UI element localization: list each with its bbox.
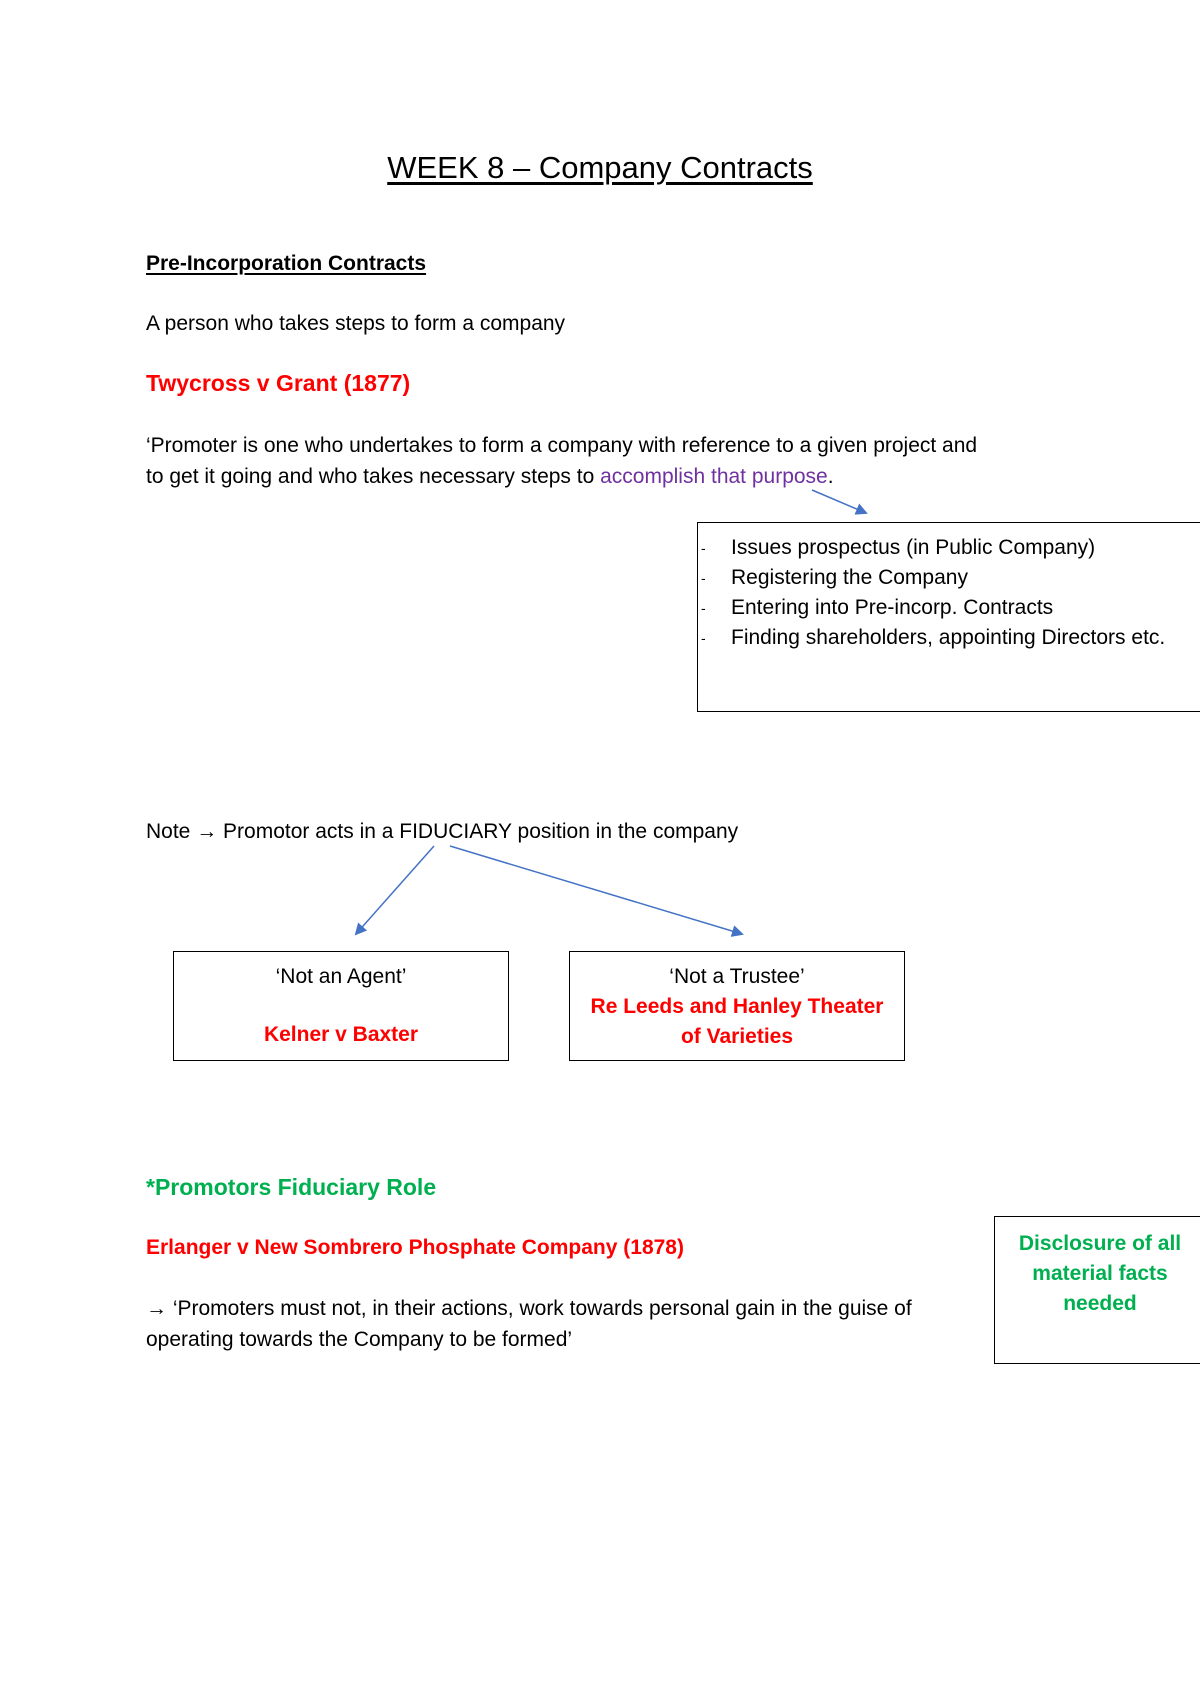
arrow-to-purpose-box [812, 490, 866, 513]
disclosure-text: Disclosure of all material facts needed [1018, 1232, 1182, 1315]
page-title: WEEK 8 – Company Contracts [387, 150, 813, 185]
case-kelner: Kelner v Baxter [263, 1023, 419, 1046]
right-arrow-icon: → [196, 820, 218, 843]
quote-line-1: ‘Promoter is one who undertakes to form a company with reference to a given project and [146, 434, 978, 457]
note-text: Promotor acts in a FIDUCIARY position in the company [217, 820, 739, 843]
not-agent-label: ‘Not an Agent’ [275, 965, 407, 988]
case-erlanger: Erlanger v New Sombrero Phosphate Company (1878) [146, 1236, 684, 1259]
case-re-leeds: Re Leeds and Hanley Theater of Varieties [590, 995, 884, 1048]
quote-highlight: accomplish that purpose [600, 465, 828, 488]
quote-line-2 [146, 461, 1106, 492]
purpose-item: - Registering the Company [731, 563, 1181, 593]
section-heading-pre-incorporation: Pre-Incorporation Contracts [146, 252, 427, 275]
not-agent-box [173, 951, 509, 1061]
quote-line-2-suffix: . [827, 465, 834, 488]
promoter-quote [146, 430, 1106, 492]
not-trustee-box [569, 951, 905, 1061]
purpose-item: - Finding shareholders, appointing Directors etc. [731, 623, 1181, 653]
note-prefix: Note [146, 820, 197, 843]
arrow-to-trustee-box [450, 846, 742, 934]
fiduciary-note [146, 816, 738, 847]
purpose-item: - Entering into Pre-incorp. Contracts [731, 593, 1181, 623]
purpose-list [731, 533, 1181, 653]
not-trustee-label: ‘Not a Trustee’ [669, 965, 805, 988]
arrow-to-agent-box [356, 846, 434, 934]
fiduciary-role-heading: *Promotors Fiduciary Role [146, 1174, 437, 1200]
case-twycross: Twycross v Grant (1877) [146, 370, 411, 396]
right-arrow-icon: → [146, 1297, 167, 1320]
purpose-item: - Issues prospectus (in Public Company) [731, 533, 1181, 563]
intro-text: A person who takes steps to form a company [146, 312, 566, 335]
disclosure-box [994, 1216, 1200, 1364]
erlanger-quote-text: ‘Promoters must not, in their actions, work towards personal gain in the guise of operating towards the Company to be formed’ [146, 1297, 912, 1351]
purpose-box [697, 522, 1200, 712]
erlanger-quote [146, 1293, 976, 1355]
quote-line-2-prefix: to get it going and who takes necessary steps to [146, 465, 601, 488]
